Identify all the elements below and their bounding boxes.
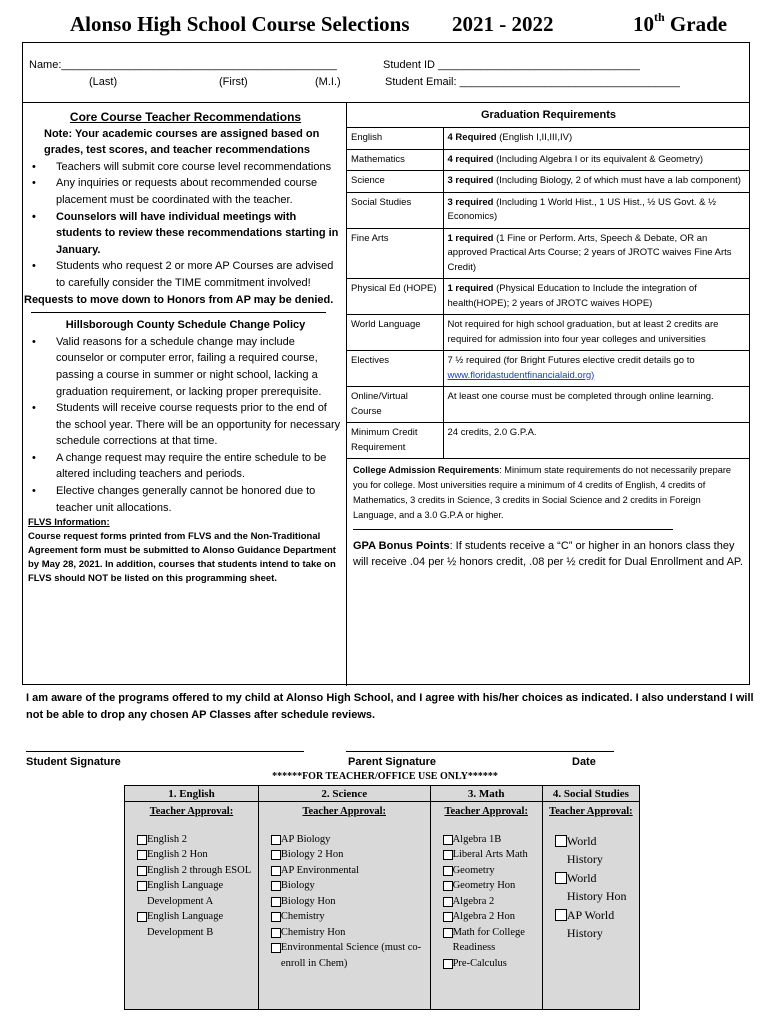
requirement-row — [347, 423, 750, 459]
grade-label: 10th Grade — [633, 10, 728, 36]
list-item: • Students will receive course requests prior to the end of the school year. There will be an opportunity for necessary schedule corrections at that time. — [28, 400, 343, 450]
graduation-heading: Graduation Requirements — [347, 103, 750, 128]
recommendations-heading: Core Course Teacher Recommendations — [69, 110, 302, 124]
document-title: Alonso High School Course Selections — [70, 12, 410, 36]
admission-text: : Minimum state requirements do not necessarily prepare you for college. Most universities require a minimum of 4 credits of English, 4 credits of Mathematics, 3 credits in Science, 3 credits in Social Science and 2 credits in Foreign Language, and a 3.0 G.P.A or higher. — [353, 465, 732, 520]
course-checkbox[interactable]: Liberal Arts Math — [443, 847, 538, 863]
policy-heading: Hillsborough County Schedule Change Policy — [65, 319, 306, 332]
requirement-text: 24 credits, 2.0 G.P.A. — [447, 427, 537, 438]
subject-options — [542, 802, 639, 1010]
course-checkbox[interactable]: Geometry — [443, 863, 538, 879]
financial-aid-link[interactable]: www.floridastudentfinancialaid.org) — [447, 369, 595, 381]
course-checkbox[interactable]: Biology Hon — [271, 894, 426, 910]
course-checkbox[interactable]: AP Environmental — [271, 863, 426, 879]
requirement-detail — [443, 149, 750, 171]
course-checkbox[interactable]: Pre-Calculus — [443, 956, 538, 972]
requirement-row — [347, 279, 750, 315]
requirement-subject: Science — [347, 171, 443, 193]
subject-options — [125, 802, 259, 1010]
document-header — [0, 12, 770, 38]
teacher-approval-table — [124, 785, 640, 1010]
course-checkbox[interactable]: English Language Development B — [137, 909, 254, 940]
requirement-detail — [443, 387, 750, 423]
requirement-text: Not required for high school graduation, but at least 2 credits are required for admission into four year colleges and universities — [447, 319, 719, 345]
list-item: • Valid reasons for a schedule change may include counselor or computer error, failing a required course, passing a course in summer or night school, lacking a graduation requirement, or lacking proper prerequisite. — [28, 334, 343, 400]
student-id-field[interactable]: Student ID _________________________________ — [383, 59, 640, 71]
list-item: • Any inquiries or requests about recommended course placement must be coordinated with the teacher. — [28, 175, 343, 208]
subject-options — [430, 802, 542, 1010]
course-checkbox[interactable]: English 2 Hon — [137, 847, 254, 863]
course-checkbox[interactable]: Chemistry — [271, 909, 426, 925]
teacher-approval-label: Teacher Approval: — [549, 806, 633, 817]
course-checkbox[interactable]: Algebra 2 — [443, 894, 538, 910]
requirement-detail — [443, 128, 750, 149]
requirement-text: 7 ½ required (for Bright Futures elective credit details go to — [447, 355, 695, 366]
requirement-subject: Fine Arts — [347, 228, 443, 279]
requirement-subject: Social Studies — [347, 192, 443, 228]
requirements-table — [347, 128, 750, 459]
requirement-detail — [443, 279, 750, 315]
requirement-count: 4 Required — [447, 132, 497, 143]
requirement-detail — [443, 192, 750, 228]
gpa-label: GPA Bonus Points — [353, 540, 450, 552]
honors-note: Requests to move down to Honors from AP may be denied. — [24, 293, 334, 306]
course-checkbox[interactable]: World History — [555, 832, 635, 869]
admission-label: College Admission Requirements — [353, 465, 500, 475]
date-label: Date — [572, 756, 596, 768]
requirement-subject: World Language — [347, 315, 443, 351]
last-name-caption: (Last) — [89, 76, 118, 88]
parent-agreement: I am aware of the programs offered to my child at Alonso High School, and I agree with his/her choices as indicated. I also understand I will not be able to drop any chosen AP Classes after schedule reviews. — [26, 692, 754, 721]
student-signature-label: Student Signature — [26, 756, 121, 768]
requirement-text: (1 Fine or Perform. Arts, Speech & Debate, OR an approved Practical Arts Course; 2 years of JROTC waives Fine Arts Credit) — [447, 232, 732, 273]
policy-list — [28, 334, 343, 517]
course-checkbox[interactable]: English Language Development A — [137, 878, 254, 909]
parent-signature-line[interactable] — [346, 751, 614, 752]
subject-column-header: 3. Math — [430, 786, 542, 802]
list-item: • A change request may require the entire schedule to be altered including teachers and periods. — [28, 450, 343, 483]
name-field[interactable]: Name:_____________________________________________ — [29, 59, 337, 71]
course-checkbox[interactable]: World History Hon — [555, 869, 635, 906]
subject-options — [258, 802, 430, 1010]
school-year: 2021 - 2022 — [452, 12, 554, 36]
parent-signature-label: Parent Signature — [348, 756, 437, 768]
requirement-subject: English — [347, 128, 443, 149]
requirement-subject: Mathematics — [347, 149, 443, 171]
list-item: • Students who request 2 or more AP Courses are advised to carefully consider the TIME commitment involved! — [28, 258, 343, 291]
requirement-text: (Physical Education to Include the integration of health(HOPE); 2 years of JROTC waives HOPE) — [447, 283, 697, 309]
divider — [353, 529, 673, 530]
teacher-approval-label: Teacher Approval: — [444, 806, 528, 817]
requirement-count: 3 required — [447, 196, 494, 208]
requirement-subject: Online/Virtual Course — [347, 387, 443, 423]
requirement-text: (Including 1 World Hist., 1 US Hist., ½ US Govt. & ½ Economics) — [447, 196, 717, 222]
gpa-text: : If students receive a “C” or higher in an honors class they will receive .04 per ½ honors credit, .08 per ½ credit for Dual Enrollment and AP. — [353, 540, 743, 568]
requirement-row — [347, 128, 750, 149]
requirement-subject: Minimum Credit Requirement — [347, 423, 443, 459]
course-checkbox[interactable]: English 2 — [137, 832, 254, 848]
recommendations-note: Note: Your academic courses are assigned based on grades, test scores, and teacher recommendations — [44, 127, 320, 157]
course-checkbox[interactable]: English 2 through ESOL — [137, 863, 254, 879]
subject-column-header: 1. English — [125, 786, 259, 802]
course-checkbox[interactable]: Algebra 2 Hon — [443, 909, 538, 925]
subject-column-header: 4. Social Studies — [542, 786, 639, 802]
teacher-approval-label: Teacher Approval: — [149, 806, 234, 817]
course-checkbox[interactable]: AP Biology — [271, 832, 426, 848]
teacher-recommendations-section — [24, 109, 343, 586]
requirement-text: (Including Algebra I or its equivalent & Geometry) — [493, 153, 704, 165]
subject-column-header: 2. Science — [258, 786, 430, 802]
admission-requirements — [347, 459, 750, 574]
divider — [31, 312, 326, 313]
course-checkbox[interactable]: Biology — [271, 878, 426, 894]
course-checkbox[interactable]: Math for College Readiness — [443, 925, 538, 956]
requirement-subject: Electives — [347, 351, 443, 387]
gpa-bonus — [353, 538, 744, 570]
requirement-count: 4 required — [447, 153, 494, 165]
requirement-row — [347, 171, 750, 193]
course-checkbox[interactable]: AP World History — [555, 906, 635, 943]
course-checkbox[interactable]: Chemistry Hon — [271, 925, 426, 941]
requirement-subject: Physical Ed (HOPE) — [347, 279, 443, 315]
course-checkbox[interactable]: Geometry Hon — [443, 878, 538, 894]
graduation-requirements-section — [347, 103, 750, 574]
flvs-info — [28, 516, 343, 586]
course-checkbox[interactable]: Environmental Science (must co-enroll in Chem) — [271, 940, 426, 971]
requirement-count: 1 required — [447, 232, 494, 244]
middle-initial-caption: (M.I.) — [315, 76, 341, 88]
office-use-label: ******FOR TEACHER/OFFICE USE ONLY****** — [272, 771, 498, 782]
teacher-approval-label: Teacher Approval: — [302, 806, 387, 817]
first-name-caption: (First) — [219, 76, 248, 88]
list-item: • Elective changes generally cannot be honored due to teacher unit allocations. — [28, 483, 343, 516]
flvs-text: Course request forms printed from FLVS and the Non-Traditional Agreement form must be submitted to Alonso Guidance Department by May 28, 2021. In addition, courses that students intend to take on FLVS should NOT be listed on this programming sheet. — [28, 531, 336, 585]
requirement-detail — [443, 351, 750, 387]
requirement-row — [347, 315, 750, 351]
list-item: • Counselors will have individual meetings with students to review these recommendations starting in January. — [28, 209, 343, 259]
requirement-count: 3 required — [447, 175, 494, 186]
requirement-row — [347, 228, 750, 279]
requirement-row — [347, 192, 750, 228]
information-panel — [22, 102, 750, 685]
requirement-detail — [443, 171, 750, 193]
requirement-row — [347, 351, 750, 387]
requirement-count: 1 required — [447, 283, 494, 294]
student-info-box — [22, 42, 750, 102]
requirement-text: (Including Biology, 2 of which must have a lab component) — [493, 175, 741, 186]
course-checkbox[interactable]: Biology 2 Hon — [271, 847, 426, 863]
flvs-heading: FLVS Information: — [28, 517, 110, 529]
requirement-text: At least one course must be completed through online learning. — [447, 391, 714, 402]
requirement-text: (English I,II,III,IV) — [496, 132, 573, 143]
course-checkbox[interactable]: Algebra 1B — [443, 832, 538, 848]
student-email-field[interactable]: Student Email: ____________________________________ — [385, 76, 680, 88]
list-item: • Teachers will submit core course level recommendations — [28, 159, 343, 176]
requirement-row — [347, 387, 750, 423]
requirement-row — [347, 149, 750, 171]
requirement-detail — [443, 423, 750, 459]
recommendations-list — [28, 159, 343, 292]
requirement-detail — [443, 228, 750, 279]
requirement-detail — [443, 315, 750, 351]
student-signature-line[interactable] — [26, 751, 304, 752]
